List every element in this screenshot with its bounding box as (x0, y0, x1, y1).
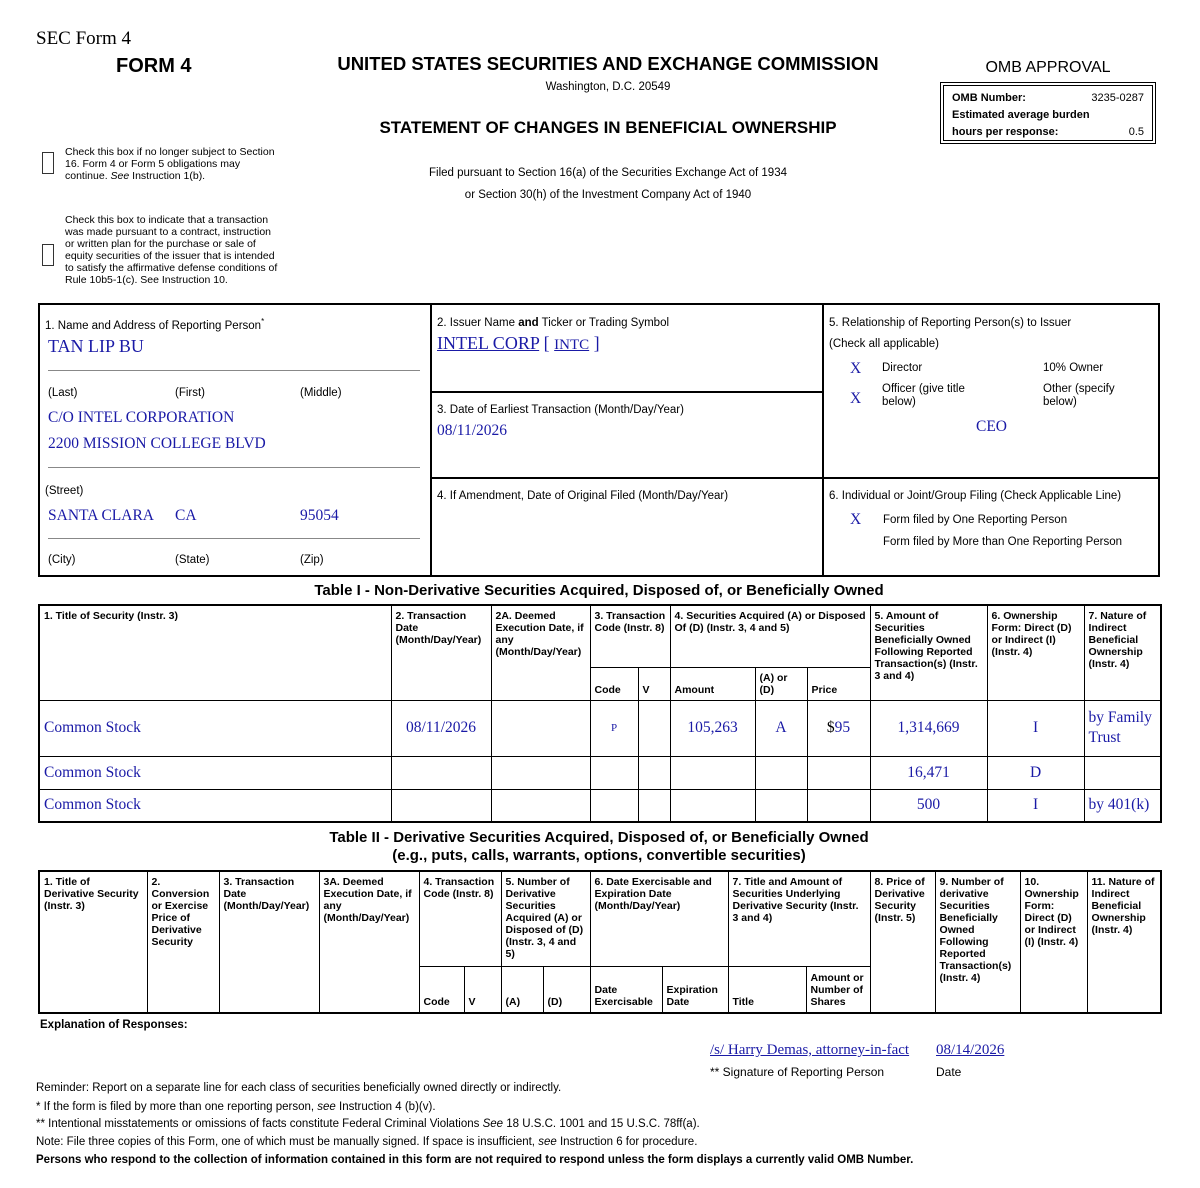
one-person-label: Form filed by One Reporting Person (883, 514, 1068, 526)
statement-title: STATEMENT OF CHANGES IN BENEFICIAL OWNERSHIP (379, 118, 837, 137)
more-person-label: Form filed by More than One Reporting Person (883, 536, 1123, 548)
t2-h8: 8. Price of Derivative Security (Instr. 5) (870, 871, 935, 1013)
address-line-2: 2200 MISSION COLLEGE BLVD (48, 435, 266, 452)
first-label: (First) (175, 387, 206, 399)
city-value: SANTA CLARA (48, 507, 154, 524)
ownership-form: I (987, 700, 1084, 756)
issuer-name-link[interactable]: INTEL CORP (437, 333, 540, 353)
security-title: Common Stock (39, 756, 391, 789)
t1-h5: 5. Amount of Securities Beneficially Owned Following Reported Transaction(s) (Instr. 3 and 4) (870, 605, 987, 700)
middle-label: (Middle) (300, 387, 342, 399)
omb-hours-value: 0.5 (1128, 126, 1144, 138)
t1-sub-price: Price (807, 667, 870, 700)
t2-h3: 3. Transaction Date (Month/Day/Year) (219, 871, 319, 1013)
explanation-heading: Explanation of Responses: (40, 1019, 188, 1031)
omb-number-value: 3235-0287 (1091, 92, 1144, 104)
table1-title: Table I - Non-Derivative Securities Acquired, Disposed of, or Beneficially Owned (314, 582, 884, 599)
city-label: (City) (48, 554, 76, 566)
agency-city: Washington, D.C. 20549 (545, 81, 671, 93)
ticker-link[interactable]: INTC (554, 337, 590, 353)
t2-h4: 4. Transaction Code (Instr. 8) (419, 871, 501, 966)
rule10b5-checkbox[interactable] (42, 244, 54, 266)
omb-hours-label: hours per response: (952, 126, 1059, 138)
omb-box (940, 82, 1156, 144)
t1-h1: 1. Title of Security (Instr. 3) (39, 605, 391, 700)
t1-h6: 6. Ownership Form: Direct (D) or Indirect (I) (Instr. 4) (987, 605, 1084, 700)
t2-h6: 6. Date Exercisable and Expiration Date (Month/Day/Year) (590, 871, 728, 966)
section16-checkbox[interactable] (42, 152, 54, 174)
t2-h9: 9. Number of derivative Securities Beneficially Owned Following Reported Transaction(s) (Instr. 4) (935, 871, 1020, 1013)
signature-date[interactable]: 08/14/2026 (936, 1042, 1005, 1058)
price (807, 789, 870, 822)
ownership-form: D (987, 756, 1084, 789)
box2-label: 2. Issuer Name and Ticker or Trading Symbol (437, 317, 670, 329)
t2-h11: 11. Nature of Indirect Beneficial Ownership (Instr. 4) (1087, 871, 1161, 1013)
transaction-v (638, 700, 670, 756)
signature-label: ** Signature of Reporting Person (710, 1065, 885, 1079)
rule10b5-checkbox-label: Check this box to indicate that a transaction was made pursuant to a contract, instruction or written plan for the purchase or sale of equity securities of the issuer that is intended to satisfy the affirmative defense conditions of Rule 10b5-1(c). See Instruction 10. (65, 214, 278, 286)
filed-line-1: Filed pursuant to Section 16(a) of the Securities Exchange Act of 1934 (429, 167, 787, 179)
deemed-date (491, 700, 590, 756)
t2-h7: 7. Title and Amount of Securities Underlying Derivative Security (Instr. 3 and 4) (728, 871, 870, 966)
state-value: CA (175, 507, 197, 524)
footer-reminder: Reminder: Report on a separate line for each class of securities beneficially owned directly or indirectly. (36, 1082, 562, 1094)
t1-sub-v: V (638, 667, 670, 700)
t1-h2: 2. Transaction Date (Month/Day/Year) (391, 605, 491, 700)
table-row (39, 756, 1161, 789)
table2-title: Table II - Derivative Securities Acquired, Disposed of, or Beneficially Owned (329, 829, 869, 846)
section16-checkbox-label: Check this box if no longer subject to Section 16. Form 4 or Form 5 obligations may continue. See Instruction 1(b). (65, 146, 275, 182)
street-label: (Street) (45, 485, 84, 497)
transaction-code (590, 756, 638, 789)
transaction-date (391, 789, 491, 822)
nature-of-ownership: by 401(k) (1084, 789, 1161, 822)
amount-owned: 500 (870, 789, 987, 822)
a-or-d (755, 756, 807, 789)
t2-sub-d: (D) (543, 966, 590, 1013)
box3-label: 3. Date of Earliest Transaction (Month/Day/Year) (437, 404, 684, 416)
amount: 105,263 (670, 700, 755, 756)
t2-sub-exercisable: Date Exercisable (590, 966, 662, 1013)
omb-heading: OMB APPROVAL (985, 59, 1111, 76)
box1-label: 1. Name and Address of Reporting Person* (45, 317, 265, 332)
table-row (39, 789, 1161, 822)
t2-h3a: 3A. Deemed Execution Date, if any (Month/Day/Year) (319, 871, 419, 1013)
t2-h2: 2. Conversion or Exercise Price of Derivative Security (147, 871, 219, 1013)
table2 (38, 870, 1162, 1014)
t1-h3: 3. Transaction Code (Instr. 8) (590, 605, 670, 667)
agency-title: UNITED STATES SECURITIES AND EXCHANGE COMMISSION (337, 53, 879, 74)
transaction-date: 08/11/2026 (391, 700, 491, 756)
t2-h5: 5. Number of Derivative Securities Acquired (A) or Disposed of (D) (Instr. 3, 4 and 5) (501, 871, 590, 966)
zip-value: 95054 (300, 507, 339, 524)
omb-number-label: OMB Number: (952, 92, 1026, 104)
amount (670, 789, 755, 822)
t2-sub-v: V (464, 966, 501, 1013)
t2-sub-expiration: Expiration Date (662, 966, 728, 1013)
amount (670, 756, 755, 789)
zip-label: (Zip) (300, 554, 324, 566)
signature-name[interactable]: /s/ Harry Demas, attorney-in-fact (710, 1042, 910, 1058)
other-label: Other (specify below) (1043, 383, 1115, 408)
one-person-mark: X (850, 511, 862, 528)
box4-label: 4. If Amendment, Date of Original Filed (Month/Day/Year) (437, 490, 729, 502)
ownership-form: I (987, 789, 1084, 822)
form-title: FORM 4 (116, 55, 192, 77)
date-label: Date (936, 1065, 962, 1079)
t1-h2a: 2A. Deemed Execution Date, if any (Month/Day/Year) (491, 605, 590, 700)
price (807, 756, 870, 789)
security-title: Common Stock (39, 700, 391, 756)
t1-sub-amount: Amount (670, 667, 755, 700)
a-or-d (755, 789, 807, 822)
t2-h1: 1. Title of Derivative Security (Instr. 3) (39, 871, 147, 1013)
officer-mark: X (850, 390, 862, 407)
t1-sub-aord: (A) or (D) (755, 667, 807, 700)
reporting-info-box (38, 303, 1160, 577)
transaction-code (590, 789, 638, 822)
earliest-transaction-date: 08/11/2026 (437, 422, 508, 439)
filed-line-2: or Section 30(h) of the Investment Company Act of 1940 (464, 189, 752, 201)
director-label: Director (882, 362, 923, 374)
sec-form-label: SEC Form 4 (36, 28, 132, 49)
deemed-date (491, 789, 590, 822)
transaction-code: P (590, 700, 638, 756)
footer-note-3: Note: File three copies of this Form, one of which must be manually signed. If space is insufficient, see Instruction 6 for procedure. (36, 1136, 698, 1148)
amount-owned: 16,471 (870, 756, 987, 789)
t2-sub-code: Code (419, 966, 464, 1013)
security-title: Common Stock (39, 789, 391, 822)
amount-owned: 1,314,669 (870, 700, 987, 756)
omb-burden-label: Estimated average burden (952, 109, 1090, 121)
last-label: (Last) (48, 387, 78, 399)
footer-note-1: * If the form is filed by more than one reporting person, see Instruction 4 (b)(v). (36, 1101, 436, 1113)
table2-subtitle: (e.g., puts, calls, warrants, options, convertible securities) (392, 847, 806, 864)
table1 (38, 604, 1162, 823)
deemed-date (491, 756, 590, 789)
box5-label: 5. Relationship of Reporting Person(s) to Issuer (829, 317, 1072, 329)
t1-sub-code: Code (590, 667, 638, 700)
director-mark: X (850, 360, 862, 377)
nature-of-ownership (1084, 756, 1161, 789)
table-row (39, 700, 1161, 756)
t2-sub-amount: Amount or Number of Shares (806, 966, 870, 1013)
transaction-date (391, 756, 491, 789)
t2-sub-title: Title (728, 966, 806, 1013)
t2-sub-a: (A) (501, 966, 543, 1013)
box6-label: 6. Individual or Joint/Group Filing (Check Applicable Line) (829, 490, 1122, 502)
footer-omb-notice: Persons who respond to the collection of information contained in this form are not required to respond unless the form displays a currently valid OMB Number. (36, 1154, 914, 1166)
nature-of-ownership: by Family Trust (1084, 700, 1161, 756)
footer-note-2: ** Intentional misstatements or omissions of facts constitute Federal Criminal Violations See 18 U.S.C. 1001 and 15 U.S.C. 78ff(a). (36, 1118, 700, 1130)
officer-title: CEO (976, 418, 1007, 435)
issuer-line: INTEL CORP [ INTC ] (437, 333, 600, 353)
address-line-1: C/O INTEL CORPORATION (48, 409, 235, 426)
transaction-v (638, 756, 670, 789)
a-or-d: A (755, 700, 807, 756)
price: $95 (807, 700, 870, 756)
t1-h7: 7. Nature of Indirect Beneficial Ownership (Instr. 4) (1084, 605, 1161, 700)
reporting-person-name[interactable]: TAN LIP BU (48, 336, 144, 356)
t2-h10: 10. Ownership Form: Direct (D) or Indirect (I) (Instr. 4) (1020, 871, 1087, 1013)
transaction-v (638, 789, 670, 822)
t1-h4: 4. Securities Acquired (A) or Disposed Of (D) (Instr. 3, 4 and 5) (670, 605, 870, 667)
officer-label: Officer (give title below) (882, 383, 965, 408)
state-label: (State) (175, 554, 210, 566)
owner10-label: 10% Owner (1043, 362, 1104, 374)
box5-sublabel: (Check all applicable) (829, 338, 939, 350)
